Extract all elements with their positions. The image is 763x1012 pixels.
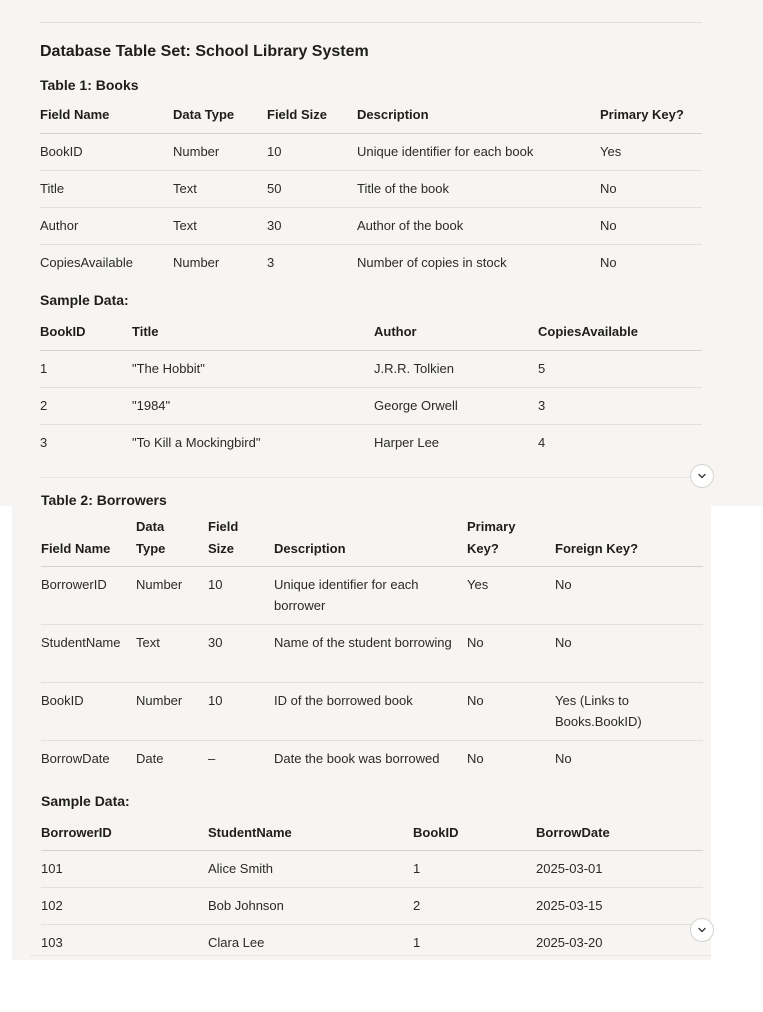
scroll-down-button[interactable] (690, 464, 714, 488)
table-row (41, 567, 703, 625)
table-cell: 1 (40, 350, 132, 387)
table-cell: Title of the book (357, 170, 600, 207)
books-heading: Table 1: Books (40, 77, 139, 93)
table-cell: Title (40, 170, 173, 207)
scroll-down-button[interactable] (690, 918, 714, 942)
table-cell: Number of copies in stock (357, 255, 507, 271)
table-cell: No (555, 567, 703, 625)
column-header: BookID (413, 813, 536, 850)
column-header: Title (132, 313, 374, 350)
table-cell: No (467, 683, 555, 741)
column-header: StudentName (208, 813, 413, 850)
table-cell: Unique identifier for each borrower (274, 567, 467, 625)
table-cell: Text (173, 170, 267, 207)
table-row (41, 850, 703, 887)
column-header: Primary Key? (600, 96, 702, 133)
table-cell: Text (136, 625, 208, 683)
table-row (40, 387, 702, 424)
borrowers-schema-table (41, 516, 703, 778)
table-cell: Unique identifier for each book (357, 133, 600, 170)
column-header: CopiesAvailable (538, 313, 702, 350)
table-row (41, 887, 703, 924)
column-header: Foreign Key? (555, 516, 703, 567)
table-header-row (41, 813, 703, 850)
table-cell: Name of the student borrowing (274, 625, 467, 683)
table-cell: Author (40, 207, 173, 244)
table-row (40, 424, 702, 461)
table-cell: No (600, 170, 702, 207)
column-header: Description (357, 96, 600, 133)
table-cell: "To Kill a Mockingbird" (132, 435, 261, 451)
column-header: Author (374, 313, 538, 350)
table-cell: BookID (41, 683, 136, 741)
books-schema-table (40, 96, 702, 281)
table-cell: BorrowerID (41, 567, 136, 625)
table-cell: 102 (41, 887, 208, 924)
table-cell: 2 (413, 887, 536, 924)
column-header: Field Size (267, 96, 357, 133)
table-cell: 30 (208, 625, 274, 683)
chevron-down-icon (696, 470, 708, 482)
table-cell: No (600, 207, 702, 244)
books-sample-heading: Sample Data: (40, 292, 129, 308)
chevron-down-icon (696, 924, 708, 936)
page-title: Database Table Set: School Library System (40, 43, 369, 60)
column-header: BorrowerID (41, 813, 208, 850)
table-cell: 2 (40, 387, 132, 424)
column-header: Field Size (208, 516, 274, 567)
table-header-row (41, 516, 703, 567)
table-cell: 2025-03-20 (536, 935, 603, 951)
divider (30, 955, 711, 956)
table-cell: George Orwell (374, 387, 538, 424)
table-cell: Yes (467, 567, 555, 625)
table-cell: Harper Lee (374, 435, 440, 451)
table-cell: 4 (538, 435, 546, 451)
column-header: Description (274, 516, 467, 567)
table-cell: 50 (267, 170, 357, 207)
table-cell: No (555, 751, 572, 766)
table-cell: Text (173, 207, 267, 244)
table-cell: 30 (267, 207, 357, 244)
table-cell: 10 (208, 567, 274, 625)
table-cell: 103 (41, 935, 63, 951)
table-cell: 5 (538, 350, 702, 387)
table-row (41, 741, 703, 778)
table-cell: 3 (40, 435, 48, 451)
table-cell: Date (136, 751, 164, 766)
table-cell: 1 (413, 850, 536, 887)
table-cell: Number (173, 255, 220, 271)
borrowers-sample-heading: Sample Data: (41, 793, 130, 809)
table-cell: 10 (208, 683, 274, 741)
table-cell: "1984" (132, 387, 374, 424)
column-header: BorrowDate (536, 813, 703, 850)
table-cell: Number (173, 133, 267, 170)
table-cell: Yes (Links to Books.BookID) (555, 683, 703, 741)
table-cell: 101 (41, 850, 208, 887)
table-cell: BookID (40, 133, 173, 170)
table-cell: Yes (600, 133, 702, 170)
table-cell: Number (136, 683, 208, 741)
table-cell: 2025-03-15 (536, 887, 703, 924)
table-cell: No (555, 625, 703, 683)
table-cell: Author of the book (357, 207, 600, 244)
books-sample-table (40, 313, 702, 461)
table-header-row (40, 313, 702, 350)
borrowers-heading: Table 2: Borrowers (41, 492, 167, 508)
table-cell: Bob Johnson (208, 887, 413, 924)
table-cell: ID of the borrowed book (274, 683, 467, 741)
table-row (40, 244, 702, 281)
table-cell: 3 (538, 387, 702, 424)
table-cell: 10 (267, 133, 357, 170)
table-cell: "The Hobbit" (132, 350, 374, 387)
borrowers-sample-table (41, 813, 703, 960)
table-row (41, 625, 703, 683)
table-cell: Date the book was borrowed (274, 751, 440, 766)
table-cell: 3 (267, 255, 275, 271)
table-row (41, 683, 703, 741)
table-cell: Clara Lee (208, 935, 265, 951)
table-header-row (40, 96, 702, 133)
column-header: Field Name (41, 516, 136, 567)
column-header: BookID (40, 313, 132, 350)
table-cell: BorrowDate (41, 751, 110, 766)
table-row (40, 350, 702, 387)
table-cell: No (467, 751, 484, 766)
response-panel-2 (12, 478, 711, 960)
column-header: Field Name (40, 96, 173, 133)
table-cell: J.R.R. Tolkien (374, 350, 538, 387)
column-header: Data Type (173, 96, 267, 133)
table-cell: Number (136, 567, 208, 625)
table-cell: 1 (413, 935, 421, 951)
table-row (40, 133, 702, 170)
column-header: Primary Key? (467, 516, 555, 567)
table-cell: CopiesAvailable (40, 255, 133, 271)
divider (40, 22, 702, 23)
table-cell: No (600, 255, 617, 271)
table-cell: No (467, 625, 555, 683)
column-header: Data Type (136, 516, 208, 567)
table-cell: – (208, 751, 216, 766)
table-row (40, 170, 702, 207)
table-cell: 2025-03-01 (536, 850, 703, 887)
table-cell: StudentName (41, 625, 136, 683)
table-row (40, 207, 702, 244)
table-cell: Alice Smith (208, 850, 413, 887)
